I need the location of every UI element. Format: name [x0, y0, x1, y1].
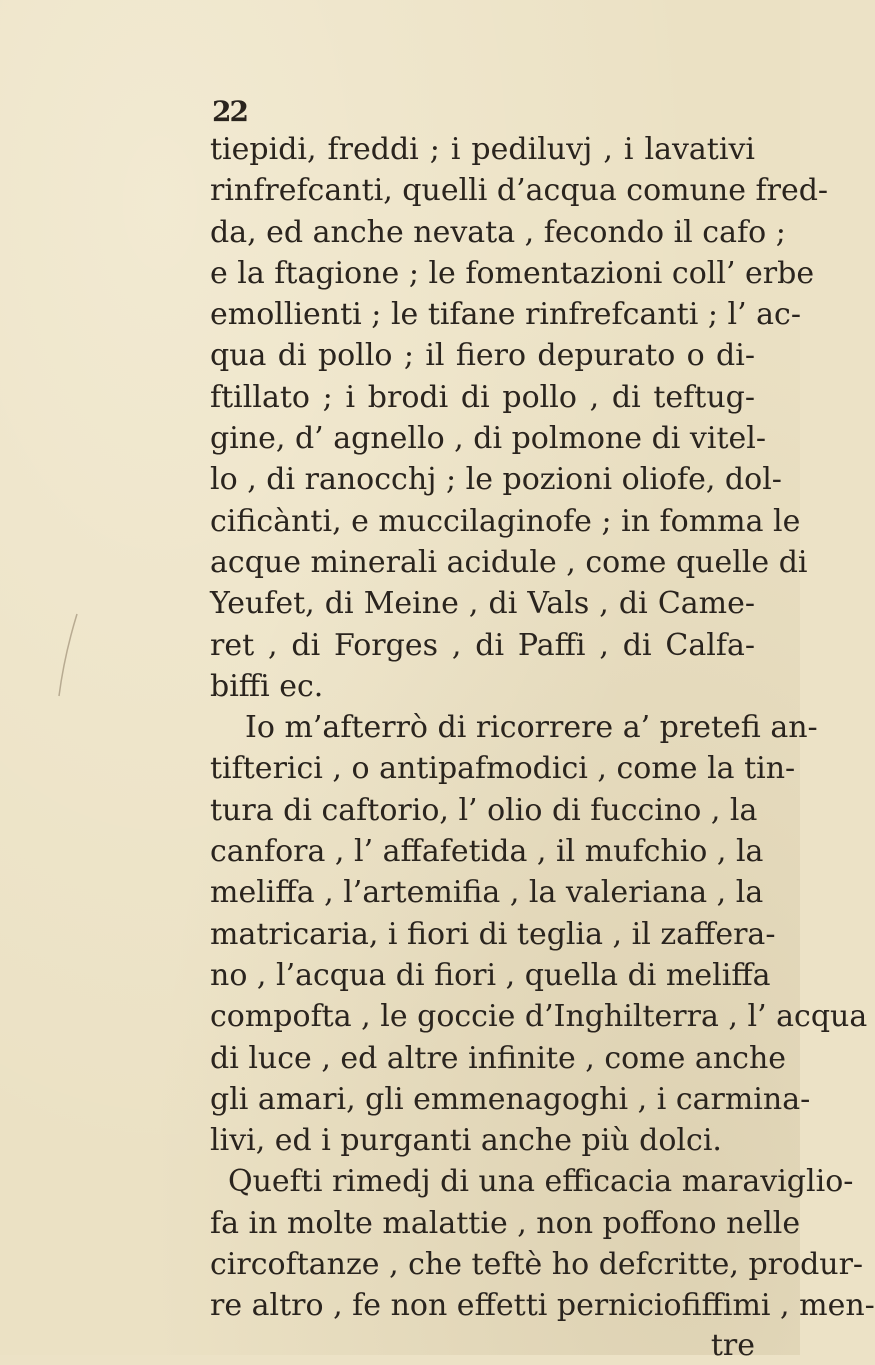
- text-line: da, ed anche nevata , fecondo il cafo ;: [210, 214, 786, 250]
- text-line: lo , di ranocchj ; le pozioni oliofe, dol-: [210, 462, 782, 498]
- text-line: cificànti, e muccilaginofe ; in fomma le: [210, 503, 801, 539]
- paragraph-start-line: Quefti rimedj di una efficacia maraviglio-: [228, 1164, 854, 1200]
- binding-stain-mark: [55, 610, 83, 700]
- text-line: ret , di Forges , di Paffi , di Calfa-: [210, 627, 755, 663]
- text-line: biffi ec.: [210, 668, 324, 704]
- catchword-row: [210, 1327, 755, 1365]
- catchword: tre: [710, 1327, 755, 1363]
- text-line: tifterici , o antipafmodici , come la tin-: [210, 751, 796, 787]
- text-line: matricaria, i fiori di teglia , il zaffera-: [210, 916, 776, 952]
- text-line: qua di pollo ; il fiero depurato o di-: [210, 338, 755, 374]
- text-line: tura di caftorio, l’ olio di fuccino , la: [210, 792, 758, 828]
- text-line: meliffa , l’artemifia , la valeriana , la: [210, 875, 764, 911]
- text-line: livi, ed i purganti anche più dolci.: [210, 1123, 722, 1159]
- text-line: Yeufet, di Meine , di Vals , di Came-: [210, 586, 755, 622]
- text-line: gine, d’ agnello , di polmone di vitel-: [210, 421, 766, 457]
- text-line: fa in molte malattie , non poffono nelle: [210, 1205, 801, 1241]
- page-number: 22: [212, 95, 247, 128]
- text-line: acque minerali acidule , come quelle di: [210, 544, 808, 580]
- text-line: circoftanze , che teftè ho defcritte, produr-: [210, 1247, 864, 1283]
- text-line: canfora , l’ affafetida , il mufchio , la: [210, 834, 764, 870]
- text-line: tiepidi, freddi ; i pediluvj , i lavativi: [210, 132, 755, 167]
- paragraph-start-line: Io m’afterrò di ricorrere a’ pretefi an-: [245, 710, 818, 746]
- text-line: emollienti ; le tifane rinfrefcanti ; l’ ac-: [210, 297, 801, 333]
- text-line: ftillato ; i brodi di pollo , di teftug-: [210, 379, 755, 415]
- text-line: di luce , ed altre infinite , come anche: [210, 1040, 787, 1076]
- text-line: rinfrefcanti, quelli d’acqua comune fred-: [210, 173, 829, 209]
- text-line: no , l’acqua di fiori , quella di meliffa: [210, 957, 771, 993]
- text-line: gli amari, gli emmenagoghi , i carmina-: [210, 1081, 811, 1117]
- text-line: e la ftagione ; le fomentazioni coll’ erbe: [210, 255, 815, 291]
- text-line: re altro , fe non effetti perniciofiffimi , men-: [210, 1288, 875, 1324]
- text-line: compofta , le goccie d’Inghilterra , l’ acqua: [210, 999, 868, 1035]
- text-block: [210, 95, 875, 1365]
